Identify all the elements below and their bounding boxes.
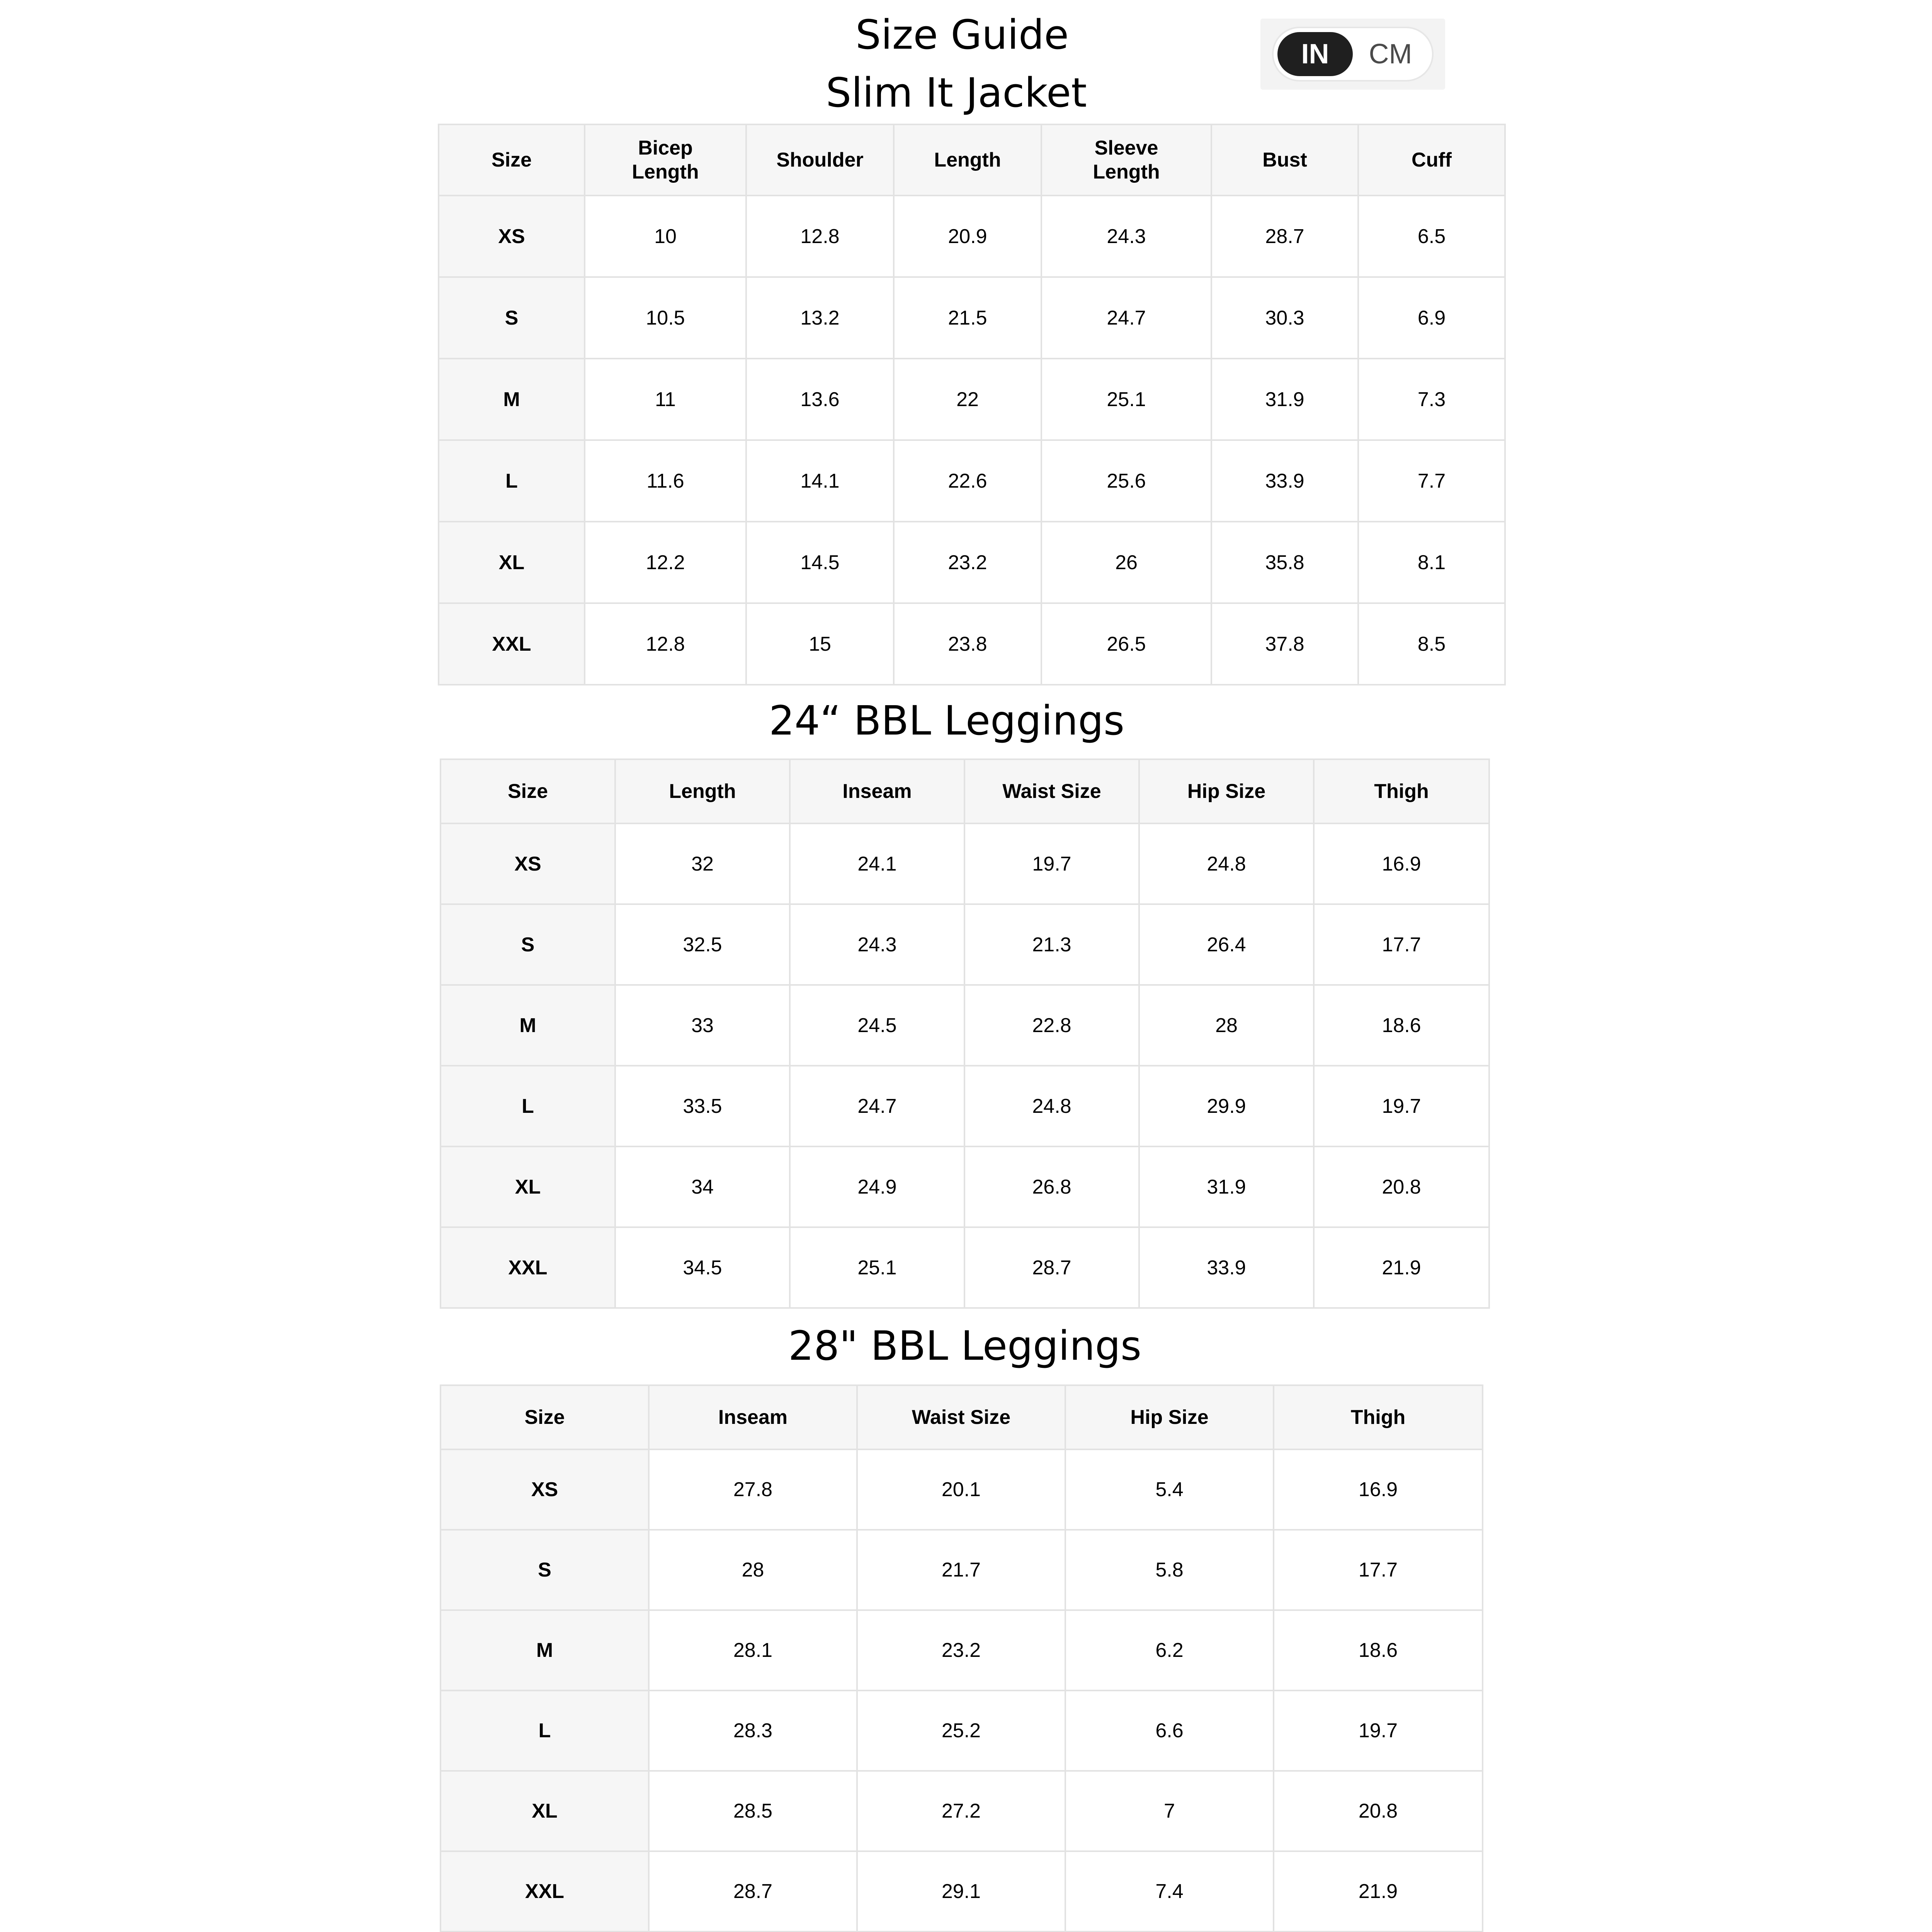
table-cell: 21.5	[894, 277, 1041, 359]
jacket-size-table	[438, 124, 1506, 685]
size-label: S	[440, 1530, 649, 1610]
table-cell: 24.8	[1139, 823, 1314, 904]
table-cell: 22.8	[964, 985, 1139, 1066]
table-row	[439, 359, 1505, 440]
table-cell: 26.8	[964, 1146, 1139, 1227]
size-label: M	[440, 1610, 649, 1690]
table-cell: 28.5	[649, 1771, 857, 1851]
table-cell: 25.6	[1041, 440, 1211, 522]
column-header: Cuff	[1358, 124, 1505, 196]
table-row	[440, 1066, 1489, 1146]
table-row	[440, 1227, 1489, 1308]
table-cell: 17.7	[1314, 904, 1489, 985]
table-cell: 12.8	[746, 196, 894, 277]
table-cell: 23.8	[894, 603, 1041, 685]
table-cell: 28.7	[1211, 196, 1358, 277]
column-header-line: Sleeve Length	[1093, 137, 1160, 183]
column-header	[1041, 124, 1211, 196]
unit-toggle	[1260, 19, 1445, 90]
table-cell: 34.5	[615, 1227, 790, 1308]
size-label: M	[439, 359, 585, 440]
table-cell: 17.7	[1274, 1530, 1483, 1610]
page-title: Size Guide	[855, 11, 1069, 58]
size-label: M	[440, 985, 615, 1066]
table-row	[440, 1530, 1483, 1610]
table-row	[439, 277, 1505, 359]
table-cell: 6.5	[1358, 196, 1505, 277]
table-cell: 11	[585, 359, 746, 440]
table-cell: 15	[746, 603, 894, 685]
column-header: Inseam	[649, 1385, 857, 1449]
size-label: S	[440, 904, 615, 985]
table-cell: 31.9	[1139, 1146, 1314, 1227]
column-header: Waist Size	[964, 759, 1139, 823]
table-row	[440, 985, 1489, 1066]
column-header: Hip Size	[1065, 1385, 1274, 1449]
table-cell: 34	[615, 1146, 790, 1227]
size-label: S	[439, 277, 585, 359]
table-row	[440, 1146, 1489, 1227]
table-cell: 31.9	[1211, 359, 1358, 440]
table-cell: 24.5	[790, 985, 964, 1066]
unit-in-button[interactable]: IN	[1277, 32, 1353, 76]
table-header-row	[439, 124, 1505, 196]
column-header: Hip Size	[1139, 759, 1314, 823]
size-label: XXL	[440, 1227, 615, 1308]
table-cell: 26.5	[1041, 603, 1211, 685]
unit-cm-button[interactable]: CM	[1369, 39, 1412, 70]
column-header: Thigh	[1314, 759, 1489, 823]
table-cell: 6.2	[1065, 1610, 1274, 1690]
table-cell: 21.9	[1274, 1851, 1483, 1932]
column-header: Size	[440, 759, 615, 823]
table-cell: 23.2	[894, 522, 1041, 603]
leggings-24-size-table	[440, 759, 1490, 1309]
table-cell: 20.9	[894, 196, 1041, 277]
table-row	[439, 440, 1505, 522]
column-header: Bust	[1211, 124, 1358, 196]
table-cell: 32.5	[615, 904, 790, 985]
table-cell: 7.4	[1065, 1851, 1274, 1932]
section-title-24-leggings: 24“ BBL Leggings	[769, 697, 1125, 744]
unit-switch[interactable]	[1272, 27, 1434, 82]
table-cell: 18.6	[1314, 985, 1489, 1066]
table-cell: 22	[894, 359, 1041, 440]
table-cell: 25.1	[1041, 359, 1211, 440]
size-label: XL	[440, 1146, 615, 1227]
section-title-28-leggings: 28" BBL Leggings	[788, 1322, 1142, 1369]
table-cell: 10	[585, 196, 746, 277]
table-cell: 35.8	[1211, 522, 1358, 603]
table-cell: 24.7	[790, 1066, 964, 1146]
size-label: XS	[440, 1449, 649, 1530]
table-cell: 29.9	[1139, 1066, 1314, 1146]
table-cell: 24.7	[1041, 277, 1211, 359]
column-header: Thigh	[1274, 1385, 1483, 1449]
table-row	[439, 196, 1505, 277]
table-row	[439, 522, 1505, 603]
table-cell: 18.6	[1274, 1610, 1483, 1690]
table-cell: 21.9	[1314, 1227, 1489, 1308]
table-cell: 14.1	[746, 440, 894, 522]
size-label: L	[440, 1066, 615, 1146]
table-cell: 28.7	[964, 1227, 1139, 1308]
table-cell: 7	[1065, 1771, 1274, 1851]
table-row	[440, 1449, 1483, 1530]
table-cell: 19.7	[964, 823, 1139, 904]
table-cell: 33.9	[1139, 1227, 1314, 1308]
table-cell: 28	[1139, 985, 1314, 1066]
table-header-row	[440, 759, 1489, 823]
table-cell: 24.1	[790, 823, 964, 904]
table-cell: 7.7	[1358, 440, 1505, 522]
size-label: XXL	[439, 603, 585, 685]
table-cell: 24.3	[1041, 196, 1211, 277]
table-cell: 33.9	[1211, 440, 1358, 522]
table-row	[440, 1610, 1483, 1690]
table-cell: 21.3	[964, 904, 1139, 985]
table-cell: 10.5	[585, 277, 746, 359]
table-cell: 28	[649, 1530, 857, 1610]
table-cell: 37.8	[1211, 603, 1358, 685]
table-cell: 8.5	[1358, 603, 1505, 685]
column-header: Waist Size	[857, 1385, 1065, 1449]
table-row	[440, 904, 1489, 985]
table-cell: 5.4	[1065, 1449, 1274, 1530]
table-cell: 24.8	[964, 1066, 1139, 1146]
table-cell: 28.7	[649, 1851, 857, 1932]
table-row	[440, 1771, 1483, 1851]
column-header: Shoulder	[746, 124, 894, 196]
column-header: Inseam	[790, 759, 964, 823]
table-cell: 7.3	[1358, 359, 1505, 440]
table-cell: 19.7	[1274, 1690, 1483, 1771]
table-cell: 26.4	[1139, 904, 1314, 985]
table-cell: 27.2	[857, 1771, 1065, 1851]
table-cell: 28.1	[649, 1610, 857, 1690]
table-cell: 12.2	[585, 522, 746, 603]
table-cell: 25.1	[790, 1227, 964, 1308]
table-cell: 28.3	[649, 1690, 857, 1771]
column-header: Size	[440, 1385, 649, 1449]
table-cell: 32	[615, 823, 790, 904]
table-cell: 5.8	[1065, 1530, 1274, 1610]
table-row	[439, 603, 1505, 685]
table-cell: 25.2	[857, 1690, 1065, 1771]
table-cell: 14.5	[746, 522, 894, 603]
column-header-line: Bicep Length	[632, 137, 699, 183]
table-row	[440, 1690, 1483, 1771]
size-label: XXL	[440, 1851, 649, 1932]
column-header: Size	[439, 124, 585, 196]
table-cell: 6.9	[1358, 277, 1505, 359]
table-cell: 13.6	[746, 359, 894, 440]
table-cell: 6.6	[1065, 1690, 1274, 1771]
table-cell: 13.2	[746, 277, 894, 359]
size-label: XL	[439, 522, 585, 603]
table-row	[440, 1851, 1483, 1932]
table-cell: 26	[1041, 522, 1211, 603]
table-cell: 12.8	[585, 603, 746, 685]
size-label: XS	[439, 196, 585, 277]
table-cell: 20.8	[1274, 1771, 1483, 1851]
table-cell: 20.8	[1314, 1146, 1489, 1227]
table-cell: 23.2	[857, 1610, 1065, 1690]
table-cell: 33	[615, 985, 790, 1066]
table-cell: 33.5	[615, 1066, 790, 1146]
table-cell: 16.9	[1314, 823, 1489, 904]
table-cell: 27.8	[649, 1449, 857, 1530]
table-header-row	[440, 1385, 1483, 1449]
table-cell: 11.6	[585, 440, 746, 522]
size-label: L	[439, 440, 585, 522]
size-label: L	[440, 1690, 649, 1771]
table-cell: 24.3	[790, 904, 964, 985]
product-title: Slim It Jacket	[826, 69, 1087, 116]
column-header	[585, 124, 746, 196]
table-cell: 19.7	[1314, 1066, 1489, 1146]
table-row	[440, 823, 1489, 904]
table-cell: 21.7	[857, 1530, 1065, 1610]
table-cell: 8.1	[1358, 522, 1505, 603]
table-cell: 24.9	[790, 1146, 964, 1227]
size-label: XL	[440, 1771, 649, 1851]
table-cell: 20.1	[857, 1449, 1065, 1530]
size-label: XS	[440, 823, 615, 904]
table-cell: 30.3	[1211, 277, 1358, 359]
column-header: Length	[615, 759, 790, 823]
table-cell: 22.6	[894, 440, 1041, 522]
table-cell: 16.9	[1274, 1449, 1483, 1530]
column-header: Length	[894, 124, 1041, 196]
leggings-28-size-table	[440, 1384, 1483, 1932]
table-cell: 29.1	[857, 1851, 1065, 1932]
